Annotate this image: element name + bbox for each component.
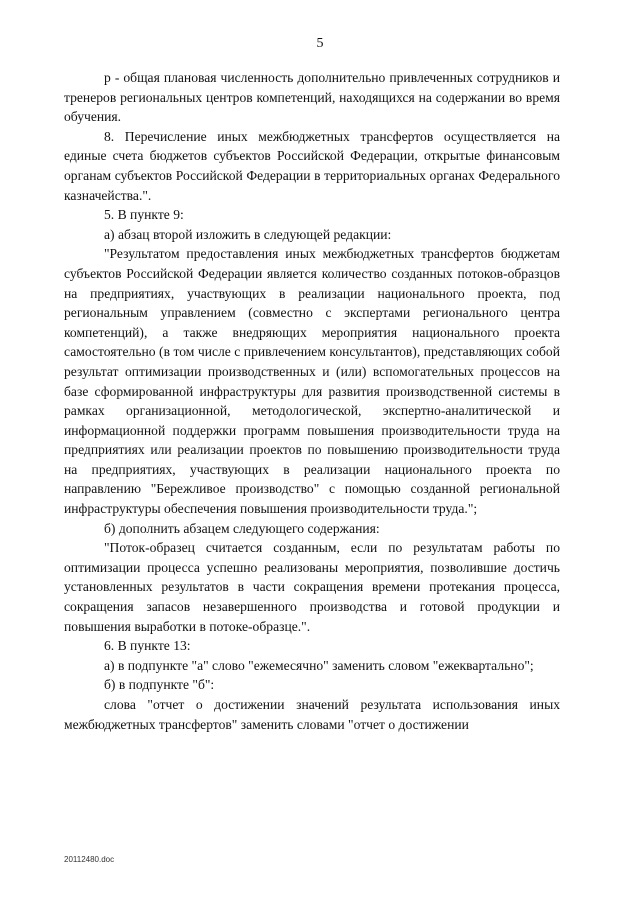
paragraph: б) в подпункте "б": [104,677,215,693]
page-number: 5 [316,36,324,51]
paragraph: а) в подпункте "а" слово "ежемесячно" заменить словом "ежеквартально"; [104,657,534,673]
paragraph: "Результатом предоставления иных межбюджетных трансфертов бюджетам субъектов Российской Федерации является количество созданных потоков-образцов на предприятиях, участвующих в реализации национального проекта, под региональным управлением (совместно с экспертами регионального центра компетенций), а также внедряющих мероприятия национального проекта самостоятельно (в том числе с привлечением консультантов), представляющих собой результат оптимизации производственных и (или) вспомогательных процессов на базе сформированной инфраструктуры для развития производственной системы в рамках организационной, методологической, экспертно-аналитической и информационной поддержки программ повышения производительности труда на предприятиях или реализации проектов по повышению производительности труда на предприятиях, участвующих в реализации национального проекта по направлению "Бережливое производство" с помощью созданной региональной инфраструктуры обеспечения повышения производительности труда."; [64,246,560,517]
paragraph: р - общая плановая численность дополнительно привлеченных сотрудников и тренеров региональных центров компетенций, находящихся на содержании во время обучения. [64,70,560,125]
paragraph: 6. В пункте 13: [104,638,191,654]
document-body [64,68,560,734]
paragraph: слова "отчет о достижении значений результата использования иных межбюджетных трансфертов" заменить словами "отчет о достижении [64,697,560,732]
paragraph: 5. В пункте 9: [104,207,184,223]
paragraph: "Поток-образец считается созданным, если по результатам работы по оптимизации процесса успешно реализованы мероприятия, позволившие достичь установленных результатов в части сокращения времени протекания процесса, сокращения запасов незавершенного производства и готовой продукции и повышения выработки в потоке-образце.". [64,540,560,634]
footer-filename: 20112480.doc [64,855,115,864]
paragraph: б) дополнить абзацем следующего содержания: [104,520,380,536]
paragraph: а) абзац второй изложить в следующей редакции: [104,226,392,242]
paragraph: 8. Перечисление иных межбюджетных трансфертов осуществляется на единые счета бюджетов субъектов Российской Федерации, открытые финансовым органам субъектов Российской Федерации в территориальных органах Федерального казначейства.". [64,128,560,203]
